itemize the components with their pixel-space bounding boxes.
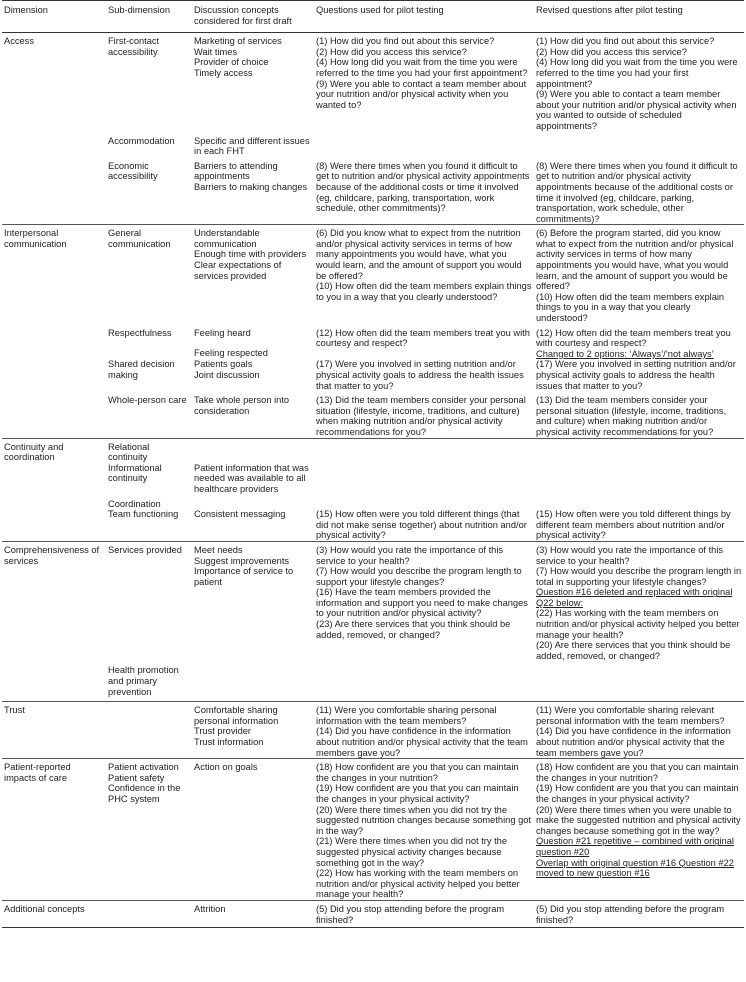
discussion-cell: Take whole person into consideration (194, 395, 290, 416)
sub-dimension-cell: Economic accessibility (108, 160, 158, 182)
revised-cell: (5) Did you stop attending before the program finished? (534, 900, 744, 927)
sub-dimension-cell: Whole-person care (108, 395, 187, 406)
pilot-cell: (17) Were you involved in setting nutrition and/or physical activity goals to address the health issues that matter to you? (316, 359, 524, 391)
pilot-cell: (8) Were there times when you found it difficult to get to nutrition and/or physical activity appointments because of the additional costs or time it involved (eg, childcare, parking, transportation, work schedule, other commitments)? (316, 160, 530, 214)
header-revised-questions: Revised questions after pilot testing (534, 1, 744, 33)
discussion-cell: Comfortable sharing personal information Trust provider Trust information (192, 702, 314, 759)
dimension-cell: Interpersonal communication (2, 225, 106, 324)
revised-cell: (15) How often were you told different things by different team members about nutrition and/or physical activity? (536, 509, 731, 541)
pilot-cell: (12) How often did the team members treat you with courtesy and respect? (316, 327, 530, 349)
discussion-cell: Patient information that was needed was available to all healthcare providers (194, 462, 309, 494)
revised-cell: (3) How would you rate the importance of this service to your health? (7) How would you describe the program length in total in supporting your lifestyle changes? Question #16 deleted and replaced with original Q22 below: (22) Has working with the team members on nutrition and/or physical activity helped you better manage your health? (20) Are there services that you think should be added, removed, or changed? (534, 541, 744, 661)
revised-cell (534, 463, 744, 495)
table-row (2, 509, 744, 541)
revised-cell: (18) How confident are you that you can maintain the changes in your nutrition? (19) How confident are you that you can maintain the changes in your physical activity? (20) Were there times when you were unable to make the suggested nutrition and physical activity changes because something got in the way? Question #21 repetitive – combined with original question #20 Overlap with original question #16 Question #22 moved to new question #16 (534, 759, 744, 901)
table-row (2, 33, 744, 132)
dimension-cell (2, 157, 106, 225)
dimension-cell (2, 132, 106, 157)
pilot-cell (314, 463, 534, 495)
discussion-cell: Feeling heard Feeling respected (194, 327, 268, 359)
table-row (2, 463, 744, 495)
table-row (2, 324, 744, 360)
sub-dimension-cell: Informational continuity (108, 462, 162, 484)
header-row (2, 1, 744, 33)
dimension-cell: Comprehensiveness of services (2, 541, 106, 661)
discussion-cell: Understandable communication Enough time with providers Clear expectations of services provided (192, 225, 314, 324)
dimension-cell (2, 495, 106, 510)
revised-cell: (13) Did the team members consider your personal situation (lifestyle, income, traditions, and culture) when making nutrition and/or physical activity recommendations for you? (536, 395, 727, 437)
table-row (2, 702, 744, 759)
sub-dimension-cell (106, 702, 192, 759)
dimension-cell: Access (2, 33, 106, 132)
table-row (2, 495, 744, 510)
pilot-cell (314, 438, 534, 463)
sub-dimension-cell: Services provided (106, 541, 192, 661)
pilot-cell: (1) How did you find out about this service? (2) How did you access this service? (4) How long did you wait from the time you were referred to the time you had your first appointment? (9) Were you able to contact a team member about your nutrition and/or physical activity when you wanted to? (314, 33, 534, 132)
revised-cell (534, 438, 744, 463)
table-row (2, 541, 744, 661)
sub-dimension-cell: Health promotion and primary prevention (108, 665, 179, 697)
table-row (2, 359, 744, 391)
discussion-cell: Barriers to attending appointments Barriers to making changes (194, 160, 308, 192)
table-row (2, 759, 744, 901)
dimension-cell: Patient-reported impacts of care (2, 759, 106, 901)
pilot-cell: (6) Did you know what to expect from the nutrition and/or physical activity services in terms of how many appointments you would have, what you would learn, and the amount of support you would be offered? (10) How often did the team members explain things to you in a way that you clearly understood? (314, 225, 534, 324)
discussion-cell (192, 438, 314, 463)
sub-dimension-cell (106, 900, 192, 927)
sub-dimension-cell: First-contact accessibility (106, 33, 192, 132)
revised-cell: (17) Were you involved in setting nutrition and/or physical activity goals to address the health issues that matter to you? (536, 359, 736, 391)
pilot-cell: (15) How often were you told different things (that did not make sense together) about nutrition and/or physical activity? (316, 509, 527, 541)
sub-dimension-cell: Coordination (108, 498, 161, 509)
header-discussion-concepts: Discussion concepts considered for first draft (192, 1, 314, 33)
discussion-cell: Specific and different issues in each FHT (194, 135, 310, 157)
discussion-cell: Meet needs Suggest improvements Importance of service to patient (192, 541, 314, 661)
table-row (2, 157, 744, 225)
discussion-cell: Action on goals (192, 759, 314, 901)
discussion-cell (192, 495, 314, 510)
sub-dimension-cell: Relational continuity (106, 438, 192, 463)
sub-dimension-cell: Patient activation Patient safety Confidence in the PHC system (106, 759, 192, 901)
revised-cell: (1) How did you find out about this service? (2) How did you access this service? (4) How long did you wait from the time you were referred to the time you had your first appointment? (9) Were you able to contact a team member about your nutrition and/or physical activity when you wanted to outside of scheduled appointments? (534, 33, 744, 132)
questionnaire-table (2, 0, 744, 928)
discussion-cell: Patients goals Joint discussion (194, 359, 260, 380)
dimension-cell (2, 509, 106, 541)
pilot-cell: (13) Did the team members consider your personal situation (lifestyle, income, traditions, and culture) when making nutrition and/or physical activity recommendations for you? (316, 395, 526, 437)
dimension-cell (2, 463, 106, 495)
pilot-cell: (3) How would you rate the importance of this service to your health? (7) How would you describe the program length to support your lifestyle changes? (16) Have the team members provided the information and support you need to make changes to your nutrition and/or physical activity? (23) Are there services that you think should be added, removed, or changed? (314, 541, 534, 661)
pilot-cell (314, 495, 534, 510)
revised-cell: (8) Were there times when you found it difficult to get to nutrition and/or physical activity appointments because of the additional costs or time it involved (eg, childcare, parking, transportation, work schedule, other commitments)? (536, 160, 738, 224)
table-row (2, 900, 744, 927)
header-pilot-questions: Questions used for pilot testing (314, 1, 534, 33)
sub-dimension-cell: General communication (106, 225, 192, 324)
revised-cell: (6) Before the program started, did you know what to expect from the nutrition and/or physical activity services in terms of how many appointments you would have, what you would learn, and the amount of support you would be offered? (10) How often did the team members explain things to you in a way that you clearly understood? (534, 225, 744, 324)
sub-dimension-cell: Accommodation (108, 135, 175, 146)
revised-cell: (11) Were you comfortable sharing relevant personal information with the team members? (14) Did you have confidence in the information about nutrition and/or physical activity that the team members gave you? (534, 702, 744, 759)
table-row (2, 132, 744, 157)
dimension-cell: Additional concepts (2, 900, 106, 927)
revised-cell (534, 661, 744, 701)
pilot-cell (314, 132, 534, 157)
revised-cell (534, 132, 744, 157)
table-row (2, 438, 744, 463)
sub-dimension-cell: Shared decision making (108, 359, 175, 380)
dimension-cell (2, 391, 106, 438)
pilot-cell: (18) How confident are you that you can maintain the changes in your nutrition? (19) How confident are you that you can maintain the changes in your physical activity? (20) Were there times when you did not try the suggested nutrition changes because something got in the way? (21) Were there times when you did not try the suggested physical activity changes because something got in the way? (22) How has working with the team members on nutrition and/or physical activity helped you better manage your health? (314, 759, 534, 901)
table-row (2, 225, 744, 324)
discussion-cell: Consistent messaging (194, 509, 286, 520)
sub-dimension-cell: Team functioning (108, 509, 179, 520)
table-row (2, 391, 744, 438)
header-dimension: Dimension (2, 1, 106, 33)
dimension-cell (2, 661, 106, 701)
table-row (2, 661, 744, 701)
sub-dimension-cell: Respectfulness (108, 327, 172, 338)
discussion-cell (192, 661, 314, 701)
pilot-cell: (11) Were you comfortable sharing personal information with the team members? (14) Did you have confidence in the information about nutrition and/or physical activity that the team members gave you? (314, 702, 534, 759)
revised-cell: (12) How often did the team members treat you with courtesy and respect? Changed to 2 options: ‘Always’/‘not always’ (536, 327, 731, 359)
dimension-cell: Continuity and coordination (2, 438, 106, 463)
dimension-cell (2, 324, 106, 360)
pilot-cell: (5) Did you stop attending before the program finished? (314, 900, 534, 927)
discussion-cell: Marketing of services Wait times Provider of choice Timely access (192, 33, 314, 132)
dimension-cell (2, 359, 106, 391)
dimension-cell: Trust (2, 702, 106, 759)
revised-cell (534, 495, 744, 510)
discussion-cell: Attrition (192, 900, 314, 927)
header-sub-dimension: Sub-dimension (106, 1, 192, 33)
pilot-cell (314, 661, 534, 701)
